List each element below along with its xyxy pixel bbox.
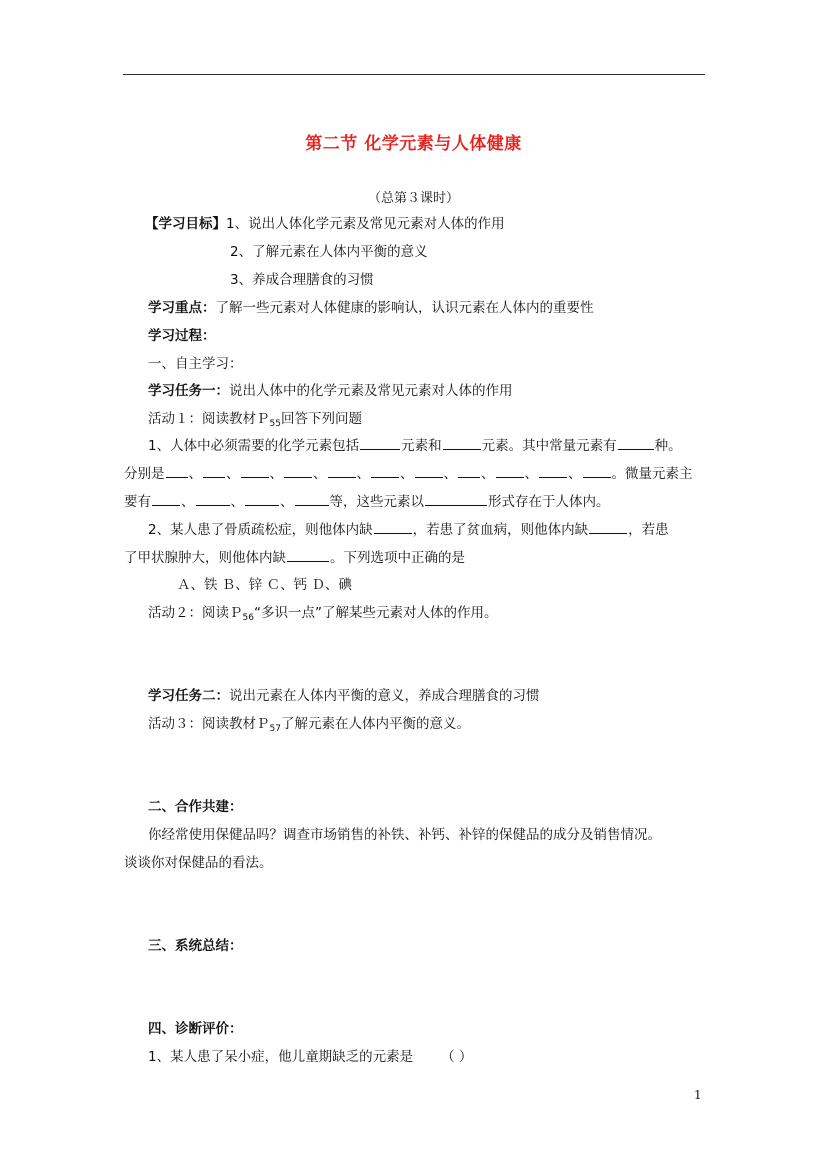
q2-text-b: ，若患了贫血病，则他体内缺 (412, 522, 589, 538)
focus-text: 了解一些元素对人体健康的影响认，认识元素在人体内的重要性 (215, 300, 594, 316)
answer-blank[interactable] (166, 464, 188, 478)
q1-text-b: 元素和 (401, 438, 442, 454)
answer-blank[interactable] (245, 492, 279, 506)
activity-1 (148, 409, 362, 434)
task-2-line (148, 686, 540, 706)
q1-text-a: 1、人体中必须需要的化学元素包括 (148, 438, 360, 454)
section-4-heading: 四、诊断评价： (148, 1021, 243, 1037)
section-2-text-1: 你经常使用保健品吗？调查市场销售的补铁、补钙、补锌的保健品的成分及销售情况。 (148, 827, 661, 843)
activity-3-page: 57 (269, 724, 281, 734)
page-number: 1 (694, 1088, 702, 1102)
answer-blank[interactable] (371, 464, 399, 478)
answer-blank[interactable] (589, 520, 627, 534)
answer-blank[interactable] (284, 464, 312, 478)
answer-blank[interactable] (539, 464, 567, 478)
activity-1-page: 55 (269, 419, 281, 429)
lesson-count: （总第３课时） (367, 191, 459, 206)
goal-1: 1、说出人体化学元素及常见元素对人体的作用 (226, 216, 505, 232)
activity-3-post: 了解元素在人体内平衡的意义。 (280, 716, 470, 732)
answer-blank[interactable] (496, 464, 524, 478)
activity-2-page: 56 (242, 613, 254, 623)
section-4-q1-text: 1、某人患了呆小症，他儿童期缺乏的元素是 (148, 1049, 414, 1065)
process-label: 学习过程： (148, 328, 216, 344)
goal-line-1 (145, 214, 505, 234)
answer-blank[interactable] (287, 548, 329, 562)
q2-text-e: 。下列选项中正确的是 (330, 550, 465, 566)
answer-blank[interactable] (583, 464, 611, 478)
answer-blank[interactable] (374, 520, 412, 534)
focus-line (148, 298, 594, 318)
question-2-line-2 (124, 548, 465, 568)
section-4-question-1 (148, 1047, 472, 1067)
question-1-line-2: 分别是 、 、 、 、 、 、 、 、 、 、 。微量元素主 (124, 466, 693, 482)
task-2-label: 学习任务二： (148, 688, 229, 704)
answer-blank[interactable] (443, 436, 481, 450)
q1-text-g: 要有 (124, 494, 151, 510)
answer-blank[interactable] (458, 464, 480, 478)
activity-1-post: 回答下列问题 (280, 411, 362, 427)
q1-text-c: 元素。其中常量元素有 (481, 438, 617, 454)
q2-text-a: 2、某人患了骨质疏松症，则他体内缺 (148, 522, 373, 538)
focus-label: 学习重点： (148, 300, 216, 316)
question-1-line-1 (148, 436, 682, 456)
question-2-line-1 (148, 520, 669, 540)
activity-3 (148, 714, 470, 739)
section-1-heading: 一、自主学习： (148, 356, 243, 372)
goals-label: 【学习目标】 (145, 216, 226, 232)
answer-blank[interactable] (618, 436, 654, 450)
task-1-line (148, 381, 513, 401)
answer-blank[interactable] (328, 464, 356, 478)
task-1-label: 学习任务一： (148, 383, 229, 399)
q2-text-c: ，若患 (628, 522, 669, 538)
activity-2-post: “多识一点”了解某些元素对人体的作用。 (253, 605, 498, 621)
task-2-text: 说出元素在人体内平衡的意义，养成合理膳食的习惯 (229, 688, 540, 704)
section-2-text-2: 谈谈你对保健品的看法。 (124, 855, 273, 871)
answer-blank[interactable] (415, 464, 443, 478)
answer-parentheses[interactable]: （ ） (441, 1049, 473, 1065)
answer-blank[interactable] (295, 492, 329, 506)
activity-2-pre: 活动２：阅读Ｐ (148, 605, 243, 621)
goal-3: 3、养成合理膳食的习惯 (230, 272, 374, 288)
answer-blank[interactable] (196, 492, 230, 506)
activity-2 (148, 603, 497, 628)
q1-text-f: 。微量元素主 (611, 466, 693, 482)
answer-blank[interactable] (425, 492, 487, 506)
header-rule (123, 74, 705, 75)
q1-text-e: 分别是 (124, 466, 165, 482)
answer-blank[interactable] (203, 464, 225, 478)
q1-text-d: 种。 (654, 438, 682, 454)
question-1-line-3: 要有 、 、 、 等，这些元素以 形式存在于人体内。 (124, 494, 610, 510)
activity-1-pre: 活动１：阅读教材Ｐ (148, 411, 270, 427)
q2-text-d: 了甲状腺肿大，则他体内缺 (124, 550, 286, 566)
task-1-text: 说出人体中的化学元素及常见元素对人体的作用 (229, 383, 513, 399)
answer-blank[interactable] (360, 436, 400, 450)
question-2-options: Ａ、铁 Ｂ、锌 Ｃ、钙 Ｄ、碘 (177, 577, 352, 593)
q1-text-h: 等，这些元素以 (329, 494, 424, 510)
answer-blank[interactable] (152, 492, 180, 506)
activity-3-pre: 活动３：阅读教材Ｐ (148, 716, 270, 732)
section-3-heading: 三、系统总结： (148, 938, 243, 954)
document-title: 第二节 化学元素与人体健康 (305, 134, 522, 154)
section-2-heading: 二、合作共建： (148, 799, 243, 815)
goal-2: 2、了解元素在人体内平衡的意义 (230, 244, 428, 260)
answer-blank[interactable] (241, 464, 269, 478)
q1-text-i: 形式存在于人体内。 (488, 494, 610, 510)
